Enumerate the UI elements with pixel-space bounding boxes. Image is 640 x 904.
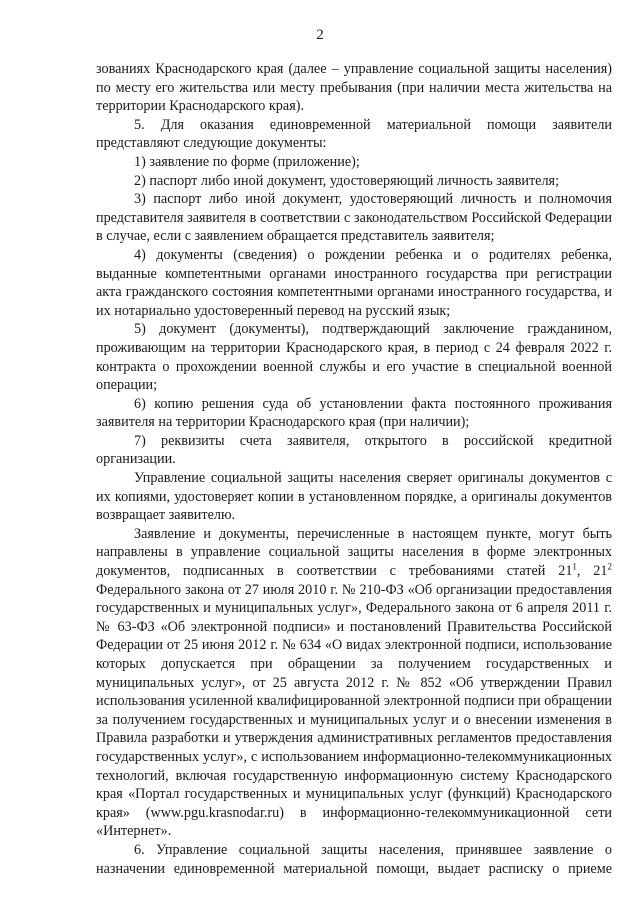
superscript-2: 2 <box>607 561 612 572</box>
list-item-2: 2) паспорт либо иной документ, удостоверяющий личность заявителя; <box>134 172 560 189</box>
list-item-1: 1) заявление по форме (приложение); <box>134 153 360 170</box>
page-number: 2 <box>316 27 324 43</box>
paragraph-item-5: 5. Для оказания единовременной материальной помощи заявители представляют следующие документы: <box>96 116 612 152</box>
document-body <box>96 60 612 878</box>
electronic-text-part-2: , 21 <box>576 563 608 580</box>
superscript-1: 1 <box>572 561 577 572</box>
electronic-text-part-3: Федерального закона от 27 июля 2010 г. № 210-ФЗ «Об организации предоставления государственных и муниципальных услуг», Федерального закона от 6 апреля 2011 г. № 63-ФЗ «Об электронной подписи» и постановлений Правительства Российской Федерации от 25 июня 2012 г. № 634 «О видах электронной подписи, использование которых допускается при обращении за получением государственных и муниципальных услуг», от 25 августа 2012 г. № 852 «Об утверждении Правил использования усиленной квалифицированной электронной подписи при обращении за получением государственных и муниципальных услуг и о внесении изменения в Правила разработки и утверждения административных регламентов предоставления государственных услуг», с использованием информационно-телекоммуникационных технологий, включая государственную информационную систему Краснодарского края «Портал государственных и муниципальных услуг (функций) Краснодарского края» (www.pgu.krasnodar.ru) в информационно-телекоммуникационной сети «Интернет». <box>96 581 612 840</box>
electronic-text-part-1: Заявление и документы, перечисленные в настоящем пункте, могут быть направлены в управление социальной защиты населения в форме электронных документов, подписанных в соответствии с требованиями статей 21 <box>96 525 612 580</box>
list-item-3: 3) паспорт либо иной документ, удостоверяющий личность и полномочия представителя заявителя в соответствии с законодательством Российской Федерации в случае, если с заявлением обращается представитель заявителя; <box>96 191 612 245</box>
paragraph-item-6: 6. Управление социальной защиты населения, принявшее заявление о назначении единовременной материальной помощи, выдает расписку о приеме <box>96 841 612 877</box>
paragraph-electronic-submission <box>96 525 612 841</box>
paragraph-continuation: зованиях Краснодарского края (далее – управление социальной защиты населения) по месту его жительства или месту пребывания (при наличии места жительства на территории Краснодарского края). <box>96 61 612 115</box>
list-item-7: 7) реквизиты счета заявителя, открытого в российской кредитной организации. <box>96 432 612 468</box>
list-item-5: 5) документ (документы), подтверждающий заключение гражданином, проживающим на территории Краснодарского края, в период с 24 февраля 2022 г. контракта о прохождении военной службы и его участие в специальной военной операции; <box>96 321 612 394</box>
list-item-6: 6) копию решения суда об установлении факта постоянного проживания заявителя на территории Краснодарского края (при наличии); <box>96 395 612 431</box>
list-item-4: 4) документы (сведения) о рождении ребенка и о родителях ребенка, выданные компетентными органами иностранного государства при регистрации акта гражданского состояния компетентными органами иностранного государства, и их нотариально удостоверенный перевод на русский язык; <box>96 246 612 319</box>
paragraph-verification: Управление социальной защиты населения сверяет оригиналы документов с их копиями, удостоверяет копии в установленном порядке, а оригиналы документов возвращает заявителю. <box>96 470 612 524</box>
